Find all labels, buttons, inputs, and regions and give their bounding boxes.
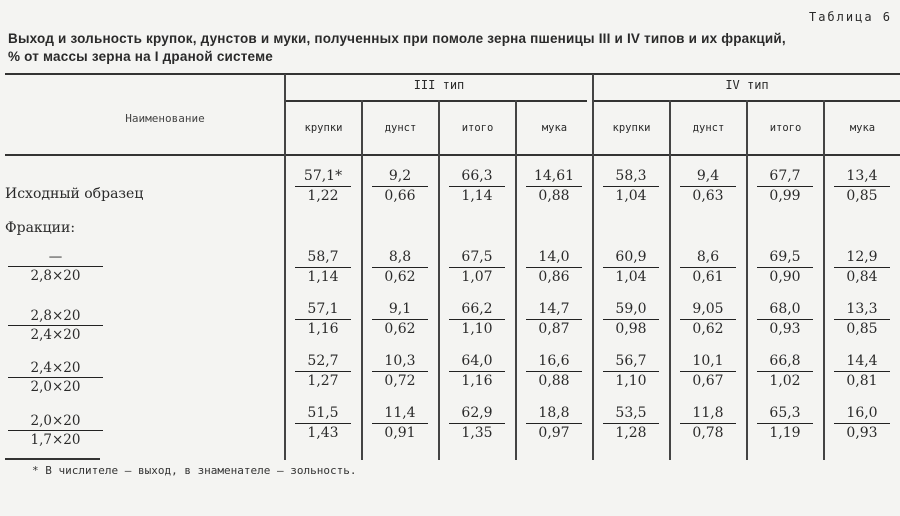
ash-value: 0,61 bbox=[692, 269, 724, 285]
value-cell bbox=[834, 405, 890, 442]
table-top-rule bbox=[5, 73, 900, 75]
ash-value: 0,62 bbox=[692, 321, 724, 337]
sieve-lower: 2,8×20 bbox=[30, 268, 81, 284]
yield-value: 14,7 bbox=[526, 301, 582, 320]
ash-value: 1,04 bbox=[615, 188, 647, 204]
yield-value: 65,3 bbox=[757, 405, 813, 424]
value-cell bbox=[295, 353, 351, 390]
value-cell bbox=[603, 353, 659, 390]
value-cell bbox=[449, 168, 505, 205]
ash-value: 0,78 bbox=[692, 425, 724, 441]
yield-value: 18,8 bbox=[526, 405, 582, 424]
value-cell bbox=[680, 249, 736, 286]
ash-value: 1,19 bbox=[769, 425, 801, 441]
value-cell bbox=[372, 168, 428, 205]
ash-value: 0,90 bbox=[769, 269, 801, 285]
ash-value: 0,72 bbox=[384, 373, 416, 389]
value-cell bbox=[526, 301, 582, 338]
ash-value: 1,04 bbox=[615, 269, 647, 285]
subcolumn-header: мука bbox=[849, 122, 876, 134]
header-bottom-rule bbox=[5, 154, 900, 156]
name-column-header: Наименование bbox=[125, 112, 205, 125]
yield-value: 10,3 bbox=[372, 353, 428, 372]
value-cell bbox=[834, 301, 890, 338]
ash-value: 1,35 bbox=[461, 425, 493, 441]
footnote: * В числителе — выход, в знаменателе — зольность. bbox=[32, 464, 357, 477]
ash-value: 1,10 bbox=[615, 373, 647, 389]
ash-value: 0,98 bbox=[615, 321, 647, 337]
ash-value: 1,22 bbox=[307, 188, 339, 204]
value-cell bbox=[680, 353, 736, 390]
value-cell bbox=[757, 249, 813, 286]
yield-value: 8,8 bbox=[372, 249, 428, 268]
col-separator bbox=[438, 100, 440, 460]
value-cell bbox=[757, 353, 813, 390]
value-cell bbox=[372, 249, 428, 286]
yield-value: 10,1 bbox=[680, 353, 736, 372]
ash-value: 0,62 bbox=[384, 269, 416, 285]
sieve-range bbox=[8, 412, 103, 449]
row-name-original-sample: Исходный образец bbox=[5, 186, 144, 202]
yield-value: 11,4 bbox=[372, 405, 428, 424]
yield-value: 13,3 bbox=[834, 301, 890, 320]
value-cell bbox=[757, 301, 813, 338]
value-cell bbox=[834, 353, 890, 390]
col-separator bbox=[515, 100, 517, 460]
ash-value: 1,16 bbox=[461, 373, 493, 389]
yield-value: 14,0 bbox=[526, 249, 582, 268]
ash-value: 0,87 bbox=[538, 321, 570, 337]
value-cell bbox=[834, 249, 890, 286]
yield-value: 16,0 bbox=[834, 405, 890, 424]
value-cell bbox=[603, 301, 659, 338]
subcolumn-header: крупки bbox=[304, 122, 343, 134]
value-cell bbox=[526, 249, 582, 286]
value-cell bbox=[757, 405, 813, 442]
ash-value: 1,28 bbox=[615, 425, 647, 441]
ash-value: 0,91 bbox=[384, 425, 416, 441]
yield-value: 62,9 bbox=[449, 405, 505, 424]
value-cell bbox=[372, 405, 428, 442]
ash-value: 1,16 bbox=[307, 321, 339, 337]
col-separator bbox=[746, 100, 748, 460]
yield-value: 67,5 bbox=[449, 249, 505, 268]
value-cell bbox=[680, 168, 736, 205]
ash-value: 0,99 bbox=[769, 188, 801, 204]
subcolumn-header: итого bbox=[769, 122, 802, 134]
subcolumn-header: дунст bbox=[692, 122, 725, 134]
group-header-iv: IV тип bbox=[725, 78, 769, 92]
ash-value: 1,27 bbox=[307, 373, 339, 389]
col-separator bbox=[669, 100, 671, 460]
value-cell bbox=[295, 249, 351, 286]
value-cell bbox=[603, 168, 659, 205]
ash-value: 0,88 bbox=[538, 188, 570, 204]
value-cell bbox=[295, 301, 351, 338]
table-title-line2: % от массы зерна на I драной системе bbox=[8, 49, 273, 64]
value-cell bbox=[449, 353, 505, 390]
yield-value: 56,7 bbox=[603, 353, 659, 372]
sieve-range bbox=[8, 307, 103, 344]
ash-value: 1,43 bbox=[307, 425, 339, 441]
value-cell bbox=[834, 168, 890, 205]
yield-value: 58,7 bbox=[295, 249, 351, 268]
ash-value: 0,93 bbox=[769, 321, 801, 337]
ash-value: 0,81 bbox=[846, 373, 878, 389]
yield-value: 9,4 bbox=[680, 168, 736, 187]
col-separator bbox=[823, 100, 825, 460]
sieve-range bbox=[8, 248, 103, 285]
sieve-range bbox=[8, 359, 103, 396]
yield-value: 58,3 bbox=[603, 168, 659, 187]
ash-value: 0,63 bbox=[692, 188, 724, 204]
yield-value: 57,1 bbox=[295, 301, 351, 320]
table-bottom-rule bbox=[5, 458, 100, 460]
subcolumn-header: итого bbox=[461, 122, 494, 134]
ash-value: 1,10 bbox=[461, 321, 493, 337]
value-cell bbox=[603, 405, 659, 442]
group-header-iii: III тип bbox=[413, 78, 465, 92]
value-cell bbox=[372, 353, 428, 390]
value-cell bbox=[680, 405, 736, 442]
ash-value: 0,97 bbox=[538, 425, 570, 441]
sieve-lower: 2,4×20 bbox=[30, 327, 81, 343]
yield-value: 9,05 bbox=[680, 301, 736, 320]
ash-value: 0,62 bbox=[384, 321, 416, 337]
yield-value: 57,1* bbox=[295, 168, 351, 187]
yield-value: 68,0 bbox=[757, 301, 813, 320]
yield-value: 60,9 bbox=[603, 249, 659, 268]
ash-value: 1,14 bbox=[461, 188, 493, 204]
sieve-lower: 2,0×20 bbox=[30, 379, 81, 395]
yield-value: 66,3 bbox=[449, 168, 505, 187]
yield-value: 8,6 bbox=[680, 249, 736, 268]
yield-value: 12,9 bbox=[834, 249, 890, 268]
ash-value: 1,07 bbox=[461, 269, 493, 285]
subcolumn-header: мука bbox=[541, 122, 568, 134]
yield-value: 66,2 bbox=[449, 301, 505, 320]
value-cell bbox=[295, 168, 351, 205]
ash-value: 0,66 bbox=[384, 188, 416, 204]
value-cell bbox=[526, 405, 582, 442]
group-divider-iii bbox=[285, 100, 587, 102]
sieve-upper: 2,8×20 bbox=[8, 307, 103, 326]
yield-value: 52,7 bbox=[295, 353, 351, 372]
value-cell bbox=[449, 249, 505, 286]
subcolumn-header: крупки bbox=[612, 122, 651, 134]
ash-value: 0,84 bbox=[846, 269, 878, 285]
ash-value: 1,02 bbox=[769, 373, 801, 389]
yield-value: 67,7 bbox=[757, 168, 813, 187]
yield-value: 13,4 bbox=[834, 168, 890, 187]
table-number: Таблица 6 bbox=[808, 10, 892, 24]
sieve-upper: 2,4×20 bbox=[8, 359, 103, 378]
value-cell bbox=[295, 405, 351, 442]
col-separator bbox=[361, 100, 363, 460]
yield-value: 53,5 bbox=[603, 405, 659, 424]
value-cell bbox=[603, 249, 659, 286]
yield-value: 59,0 bbox=[603, 301, 659, 320]
sieve-upper: — bbox=[8, 248, 103, 267]
yield-value: 64,0 bbox=[449, 353, 505, 372]
value-cell bbox=[449, 301, 505, 338]
subcolumn-header: дунст bbox=[384, 122, 417, 134]
sieve-lower: 1,7×20 bbox=[30, 432, 81, 448]
yield-value: 9,1 bbox=[372, 301, 428, 320]
yield-value: 9,2 bbox=[372, 168, 428, 187]
sieve-upper: 2,0×20 bbox=[8, 412, 103, 431]
ash-value: 0,93 bbox=[846, 425, 878, 441]
yield-value: 14,61 bbox=[526, 168, 582, 187]
yield-value: 16,6 bbox=[526, 353, 582, 372]
value-cell bbox=[526, 353, 582, 390]
yield-value: 51,5 bbox=[295, 405, 351, 424]
yield-value: 14,4 bbox=[834, 353, 890, 372]
row-name-fractions: Фракции: bbox=[5, 220, 76, 236]
ash-value: 0,85 bbox=[846, 321, 878, 337]
ash-value: 0,88 bbox=[538, 373, 570, 389]
ash-value: 0,85 bbox=[846, 188, 878, 204]
value-cell bbox=[449, 405, 505, 442]
table-title-line1: Выход и зольность крупок, дунстов и муки, полученных при помоле зерна пшеницы III и IV типов и их фракций, bbox=[8, 31, 786, 46]
ash-value: 0,67 bbox=[692, 373, 724, 389]
value-cell bbox=[526, 168, 582, 205]
value-cell bbox=[757, 168, 813, 205]
yield-value: 66,8 bbox=[757, 353, 813, 372]
ash-value: 0,86 bbox=[538, 269, 570, 285]
ash-value: 1,14 bbox=[307, 269, 339, 285]
yield-value: 69,5 bbox=[757, 249, 813, 268]
value-cell bbox=[372, 301, 428, 338]
value-cell bbox=[680, 301, 736, 338]
yield-value: 11,8 bbox=[680, 405, 736, 424]
